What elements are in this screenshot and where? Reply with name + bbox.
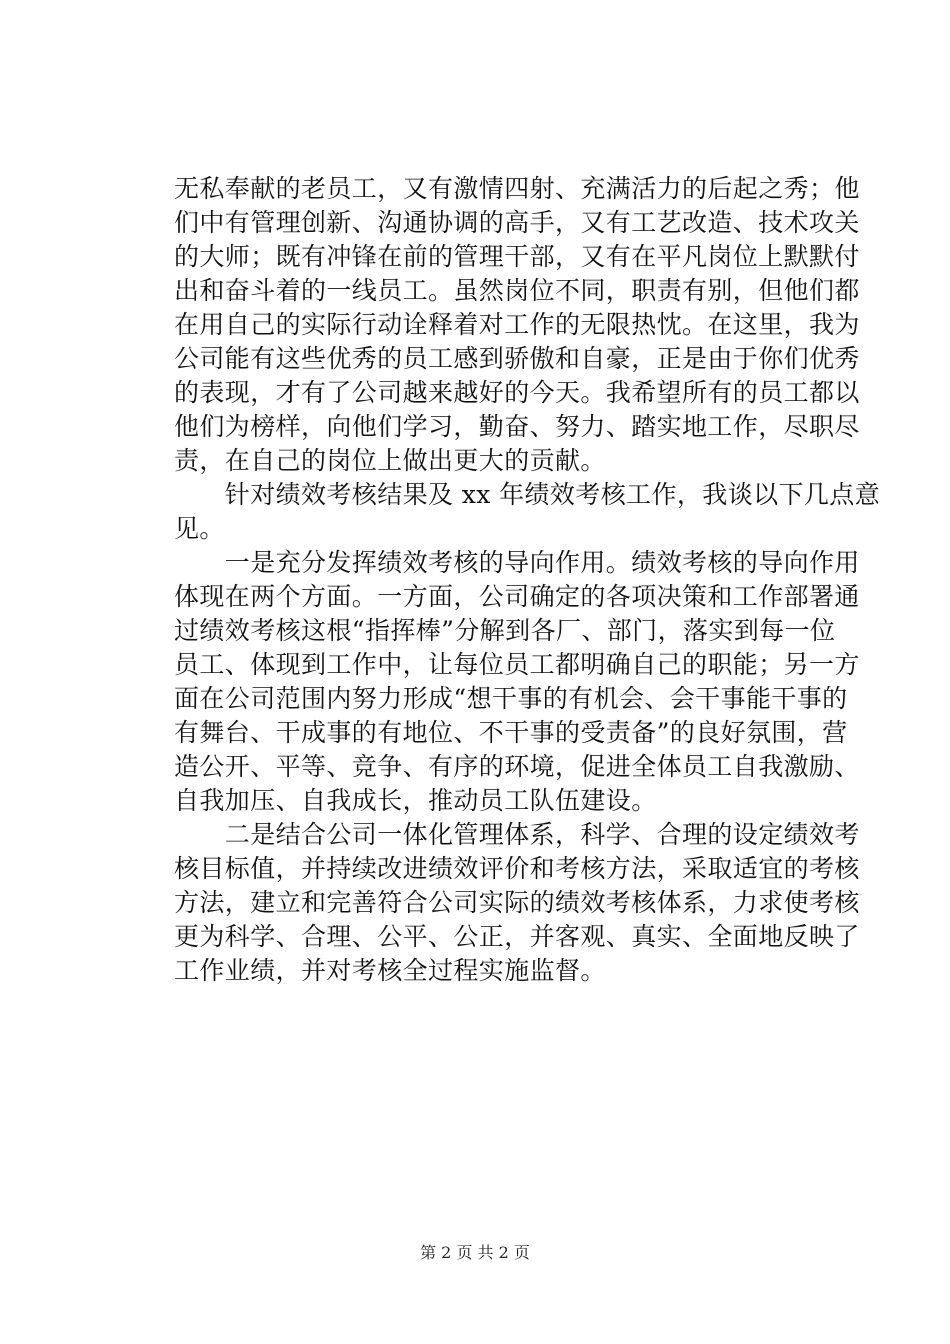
text-line: 一是充分发挥绩效考核的导向作用。绩效考核的导向作用 bbox=[174, 548, 860, 577]
text-line: 见。 bbox=[174, 514, 225, 543]
text-line: 体现在两个方面。一方面，公司确定的各项决策和工作部署通 bbox=[174, 582, 860, 611]
text-line: 过绩效考核这根“指挥棒”分解到各厂、部门，落实到每一位 bbox=[174, 616, 836, 645]
text-line: 们中有管理创新、沟通协调的高手，又有工艺改造、技术攻关 bbox=[174, 208, 860, 237]
page-number: 第 2 页 共 2 页 bbox=[420, 1243, 530, 1262]
text-line: 公司能有这些优秀的员工感到骄傲和自豪，正是由于你们优秀 bbox=[174, 344, 860, 373]
text-line: 自我加压、自我成长，推动员工队伍建设。 bbox=[174, 786, 657, 815]
text-line: 工作业绩，并对考核全过程实施监督。 bbox=[174, 956, 606, 985]
text-line: 他们为榜样，向他们学习，勤奋、努力、踏实地工作，尽职尽 bbox=[174, 412, 860, 441]
text-line: 针对绩效考核结果及 xx 年绩效考核工作，我谈以下几点意 bbox=[174, 480, 881, 509]
text-line: 核目标值，并持续改进绩效评价和考核方法，采取适宜的考核 bbox=[174, 854, 860, 883]
text-line: 的大师；既有冲锋在前的管理干部，又有在平凡岗位上默默付 bbox=[174, 242, 860, 271]
text-line: 面在公司范围内努力形成“想干事的有机会、会干事能干事的 bbox=[174, 684, 848, 713]
text-line: 有舞台、干成事的有地位、不干事的受责备”的良好氛围，营 bbox=[174, 718, 848, 747]
text-line: 造公开、平等、竞争、有序的环境，促进全体员工自我激励、 bbox=[174, 752, 860, 781]
text-line: 的表现，才有了公司越来越好的今天。我希望所有的员工都以 bbox=[174, 378, 860, 407]
paragraph-continuation bbox=[174, 172, 860, 478]
paragraph-intro bbox=[174, 478, 881, 546]
text-line: 责，在自己的岗位上做出更大的贡献。 bbox=[174, 446, 606, 475]
page-footer bbox=[0, 1243, 950, 1263]
text-line: 在用自己的实际行动诠释着对工作的无限热忱。在这里，我为 bbox=[174, 310, 860, 339]
text-line: 员工、体现到工作中，让每位员工都明确自己的职能；另一方 bbox=[174, 650, 860, 679]
text-line: 方法，建立和完善符合公司实际的绩效考核体系，力求使考核 bbox=[174, 888, 860, 917]
text-line: 更为科学、合理、公平、公正，并客观、真实、全面地反映了 bbox=[174, 922, 860, 951]
paragraph-point-one bbox=[174, 546, 860, 818]
text-line: 二是结合公司一体化管理体系，科学、合理的设定绩效考 bbox=[174, 820, 860, 849]
body-text bbox=[174, 172, 881, 988]
paragraph-point-two bbox=[174, 818, 860, 988]
text-line: 无私奉献的老员工，又有激情四射、充满活力的后起之秀；他 bbox=[174, 174, 860, 203]
text-line: 出和奋斗着的一线员工。虽然岗位不同，职责有别，但他们都 bbox=[174, 276, 860, 305]
